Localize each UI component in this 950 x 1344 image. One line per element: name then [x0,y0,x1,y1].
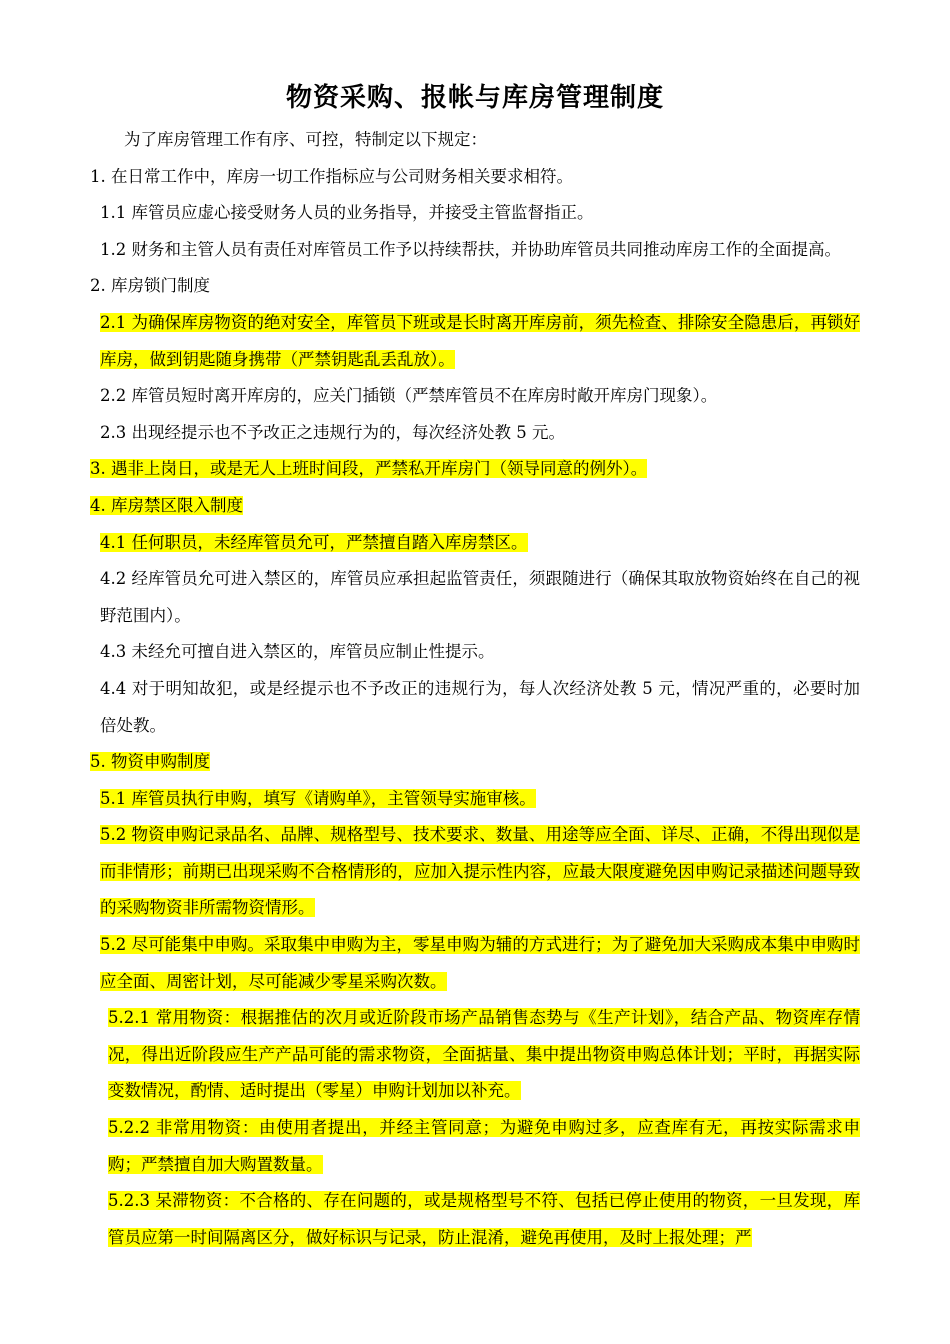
paragraph [90,634,860,671]
highlighted-text: 3. 遇非上岗日，或是无人上班时间段，严禁私开库房门（领导同意的例外）。 [90,459,648,479]
paragraph [90,817,860,927]
highlighted-text: 5.2 尽可能集中申购。采取集中申购为主，零星申购为辅的方式进行；为了避免加大采购成本集中申购时应全面、周密计划，尽可能减少零星采购次数。 [100,935,860,991]
highlighted-text: 5. 物资申购制度 [90,752,210,772]
highlighted-text: 5.2.3 呆滞物资：不合格的、存在问题的，或是规格型号不符、包括已停止使用的物资，一旦发现，库管员应第一时间隔离区分，做好标识与记录，防止混淆，避免再使用，及时上报处理；严 [108,1191,860,1247]
paragraph-text: 1. 在日常工作中，库房一切工作指标应与公司财务相关要求相符。 [90,166,573,186]
paragraph [90,195,860,232]
paragraph-text: 4.3 未经允可擅自进入禁区的，库管员应制止性提示。 [100,642,495,662]
paragraph [90,1110,860,1183]
highlighted-text: 2.1 为确保库房物资的绝对安全，库管员下班或是长时离开库房前，须先检查、排除安全隐患后，再锁好库房，做到钥匙随身携带（严禁钥匙乱丢乱放）。 [100,312,860,369]
paragraph [90,488,860,525]
paragraph [90,415,860,452]
paragraph-text: 2.2 库管员短时离开库房的，应关门插锁（严禁库管员不在库房时敞开库房门现象）。 [100,386,718,406]
paragraph [90,232,860,269]
paragraph-text: 2. 库房锁门制度 [90,276,210,296]
paragraph [90,378,860,415]
highlighted-text: 4.1 任何职员，未经库管员允可，严禁擅自踏入库房禁区。 [100,532,528,552]
highlighted-text: 5.2.2 非常用物资：由使用者提出，并经主管同意；为避免申购过多，应查库有无，再按实际需求申购；严禁擅自加大购置数量。 [108,1118,860,1174]
paragraph [90,561,860,634]
paragraph-text: 为了库房管理工作有序、可控，特制定以下规定： [124,130,487,149]
paragraph [90,1000,860,1110]
paragraph [90,268,860,305]
paragraph-text: 4.4 对于明知故犯，或是经提示也不予改正的违规行为，每人次经济处教 5 元，情况严重的，必要时加倍处教。 [100,678,860,735]
paragraph [90,1183,860,1256]
paragraph-text: 1.2 财务和主管人员有责任对库管员工作予以持续帮扶，并协助库管员共同推动库房工作的全面提高。 [100,239,841,259]
document-title: 物资采购、报帐与库房管理制度 [285,83,664,113]
highlighted-text: 4. 库房禁区限入制度 [90,495,243,515]
paragraph-text: 1.1 库管员应虚心接受财务人员的业务指导，并接受主管监督指正。 [100,203,594,223]
paragraph [90,927,860,1000]
paragraph-text: 2.3 出现经提示也不予改正之违规行为的，每次经济处教 5 元。 [100,422,565,442]
paragraph [90,525,860,562]
paragraph [90,671,860,744]
paragraph [90,122,860,159]
paragraph-text: 4.2 经库管员允可进入禁区的，库管员应承担起监管责任，须跟随进行（确保其取放物资始终在自己的视野范围内）。 [100,569,860,625]
highlighted-text: 5.2 物资申购记录品名、品牌、规格型号、技术要求、数量、用途等应全面、详尽、正确，不得出现似是而非情形；前期已出现采购不合格情形的，应加入提示性内容，应最大限度避免因申购记录描述问题导致的采购物资非所需物资情形。 [100,825,860,918]
paragraph [90,451,860,488]
document-body [90,122,860,1256]
highlighted-text: 5.2.1 常用物资：根据推估的次月或近阶段市场产品销售态势与《生产计划》，结合产品、物资库存情况，得出近阶段应生产产品可能的需求物资，全面掂量、集中提出物资申购总体计划；平时，再据实际变数情况，酌情、适时提出（零星）申购计划加以补充。 [108,1008,860,1101]
paragraph [90,744,860,781]
paragraph [90,781,860,818]
highlighted-text: 5.1 库管员执行申购，填写《请购单》，主管领导实施审核。 [100,788,536,808]
paragraph [90,159,860,196]
paragraph [90,305,860,378]
